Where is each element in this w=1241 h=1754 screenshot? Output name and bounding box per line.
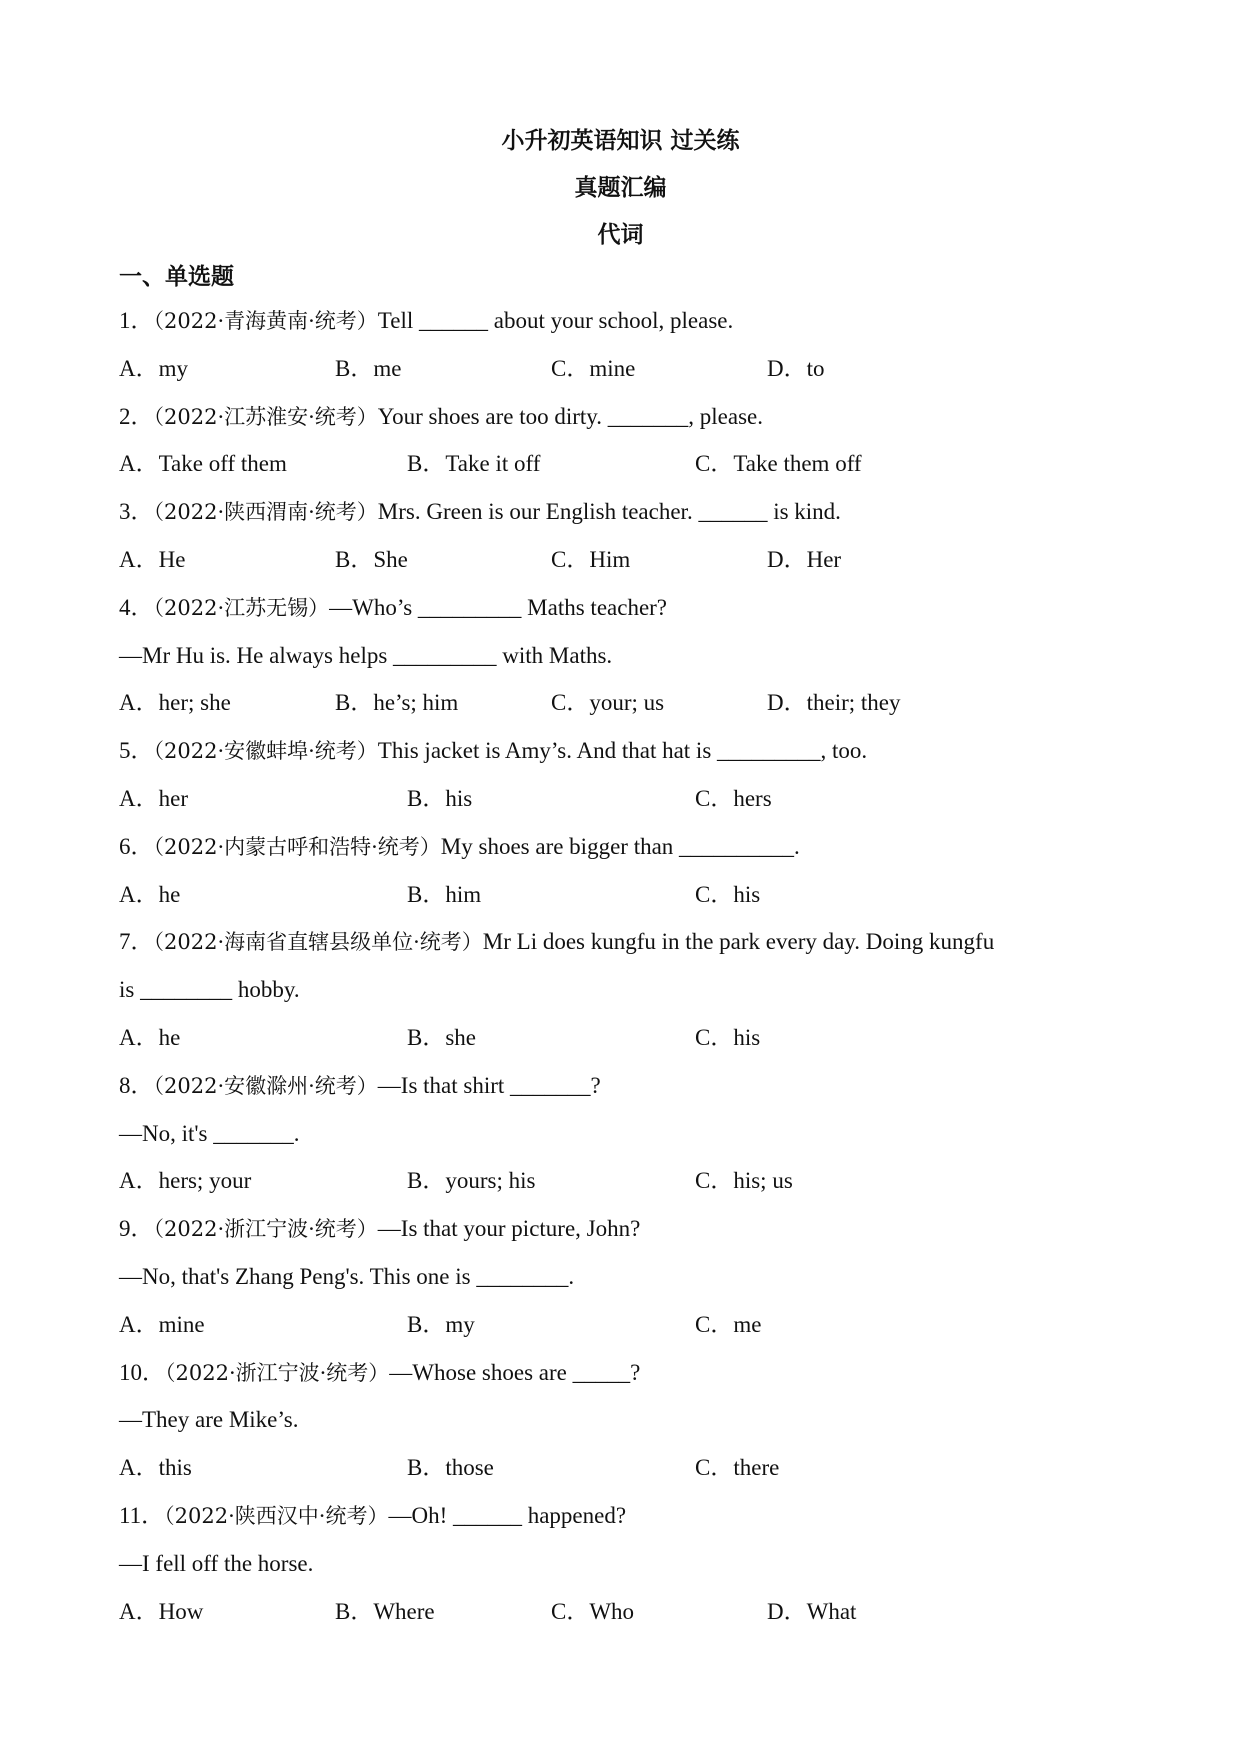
option-row bbox=[119, 1301, 1129, 1349]
option-c[interactable]: C．Take them off bbox=[695, 451, 862, 477]
section-heading: 一、单选题 bbox=[119, 264, 234, 290]
option-c[interactable]: C．hers bbox=[695, 785, 772, 811]
option-a[interactable]: A．my bbox=[119, 355, 188, 381]
option-c[interactable]: C．Him bbox=[551, 546, 631, 572]
option-row bbox=[119, 1444, 1129, 1492]
question-source: （2022·江苏无锡） bbox=[153, 595, 330, 620]
option-b[interactable]: B．he’s; him bbox=[335, 690, 459, 716]
option-c[interactable]: C．Who bbox=[551, 1598, 635, 1624]
question-stem bbox=[119, 1062, 1129, 1110]
question-text: —Is that shirt _______? bbox=[377, 1072, 601, 1098]
option-c[interactable]: C．there bbox=[695, 1455, 780, 1481]
question-text: Mrs. Green is our English teacher. ______ is kind. bbox=[377, 499, 841, 525]
question-text: My shoes are bigger than __________. bbox=[440, 833, 800, 859]
question-stem bbox=[119, 1492, 1129, 1540]
question-stem-continued: —They are Mike’s. bbox=[119, 1407, 299, 1433]
option-c[interactable]: C．your; us bbox=[551, 690, 665, 716]
question-text: —Who’s _________ Maths teacher? bbox=[329, 594, 668, 620]
option-c[interactable]: C．me bbox=[695, 1311, 762, 1337]
question-stem bbox=[119, 727, 1129, 775]
option-b[interactable]: B．she bbox=[407, 1024, 476, 1050]
option-a[interactable]: A．hers; your bbox=[119, 1168, 252, 1194]
option-row bbox=[119, 1588, 1129, 1636]
option-c[interactable]: C．his bbox=[695, 881, 761, 907]
question-text: —Oh! ______ happened? bbox=[388, 1502, 627, 1528]
option-row bbox=[119, 679, 1129, 727]
question-stem-continued: —No, it's _______. bbox=[119, 1120, 300, 1146]
option-d[interactable]: D．their; they bbox=[767, 690, 901, 716]
question-stem bbox=[119, 393, 1129, 441]
question-number: 3． bbox=[119, 499, 154, 525]
question-stem-continued: —No, that's Zhang Peng's. This one is ________. bbox=[119, 1263, 575, 1289]
option-a[interactable]: A．he bbox=[119, 881, 181, 907]
question-stem bbox=[119, 1205, 1129, 1253]
question-number: 2． bbox=[119, 403, 154, 429]
option-b[interactable]: B．She bbox=[335, 546, 408, 572]
question-source: （2022·安徽蚌埠·统考） bbox=[153, 739, 378, 764]
question-number: 9． bbox=[119, 1216, 154, 1242]
option-a[interactable]: A．He bbox=[119, 546, 186, 572]
question-stem bbox=[119, 918, 1129, 966]
question-source: （2022·安徽滁州·统考） bbox=[153, 1073, 378, 1098]
option-row bbox=[119, 871, 1129, 919]
question-source: （2022·青海黄南·统考） bbox=[153, 309, 378, 333]
option-a[interactable]: A．her bbox=[119, 785, 188, 811]
page-title: 小升初英语知识 过关练 bbox=[501, 128, 740, 154]
question-number: 7． bbox=[119, 929, 154, 955]
option-b[interactable]: B．my bbox=[407, 1311, 475, 1337]
question-stem bbox=[119, 584, 1129, 632]
option-c[interactable]: C．his; us bbox=[695, 1168, 793, 1194]
question-text: —Is that your picture, John? bbox=[377, 1216, 641, 1242]
question-text: This jacket is Amy’s. And that hat is _________, too. bbox=[377, 738, 868, 764]
question-number: 4． bbox=[119, 594, 154, 620]
question-source: （2022·陕西渭南·统考） bbox=[153, 500, 378, 525]
question-source: （2022·陕西汉中·统考） bbox=[164, 1503, 389, 1528]
option-b[interactable]: B．those bbox=[407, 1455, 494, 1481]
question-source: （2022·海南省直辖县级单位·统考） bbox=[153, 930, 483, 955]
question-stem-continued: —I fell off the horse. bbox=[119, 1550, 314, 1576]
question-source: （2022·江苏淮安·统考） bbox=[153, 404, 378, 429]
option-row bbox=[119, 1157, 1129, 1205]
option-a[interactable]: A．Take off them bbox=[119, 451, 287, 477]
option-d[interactable]: D．Her bbox=[767, 546, 842, 572]
question-stem bbox=[119, 488, 1129, 536]
option-row bbox=[119, 536, 1129, 584]
option-row bbox=[119, 775, 1129, 823]
option-b[interactable]: B．Where bbox=[335, 1598, 435, 1624]
topic-title: 代词 bbox=[597, 222, 644, 248]
question-number: 1． bbox=[119, 308, 154, 333]
question-source: （2022·内蒙古呼和浩特·统考） bbox=[153, 834, 441, 859]
question-text: —Whose shoes are _____? bbox=[389, 1359, 641, 1385]
option-a[interactable]: A．mine bbox=[119, 1311, 205, 1337]
question-number: 6． bbox=[119, 833, 154, 859]
option-a[interactable]: A．he bbox=[119, 1024, 181, 1050]
option-d[interactable]: D．What bbox=[767, 1598, 857, 1624]
page-subtitle: 真题汇编 bbox=[574, 175, 667, 201]
option-a[interactable]: A．this bbox=[119, 1455, 192, 1481]
question-text: Tell ______ about your school, please. bbox=[377, 308, 734, 333]
question-stem bbox=[119, 1349, 1129, 1397]
option-row bbox=[119, 1014, 1129, 1062]
question-source: （2022·浙江宁波·统考） bbox=[153, 1217, 378, 1242]
question-number: 8． bbox=[119, 1072, 154, 1098]
option-b[interactable]: B．him bbox=[407, 881, 482, 907]
question-stem bbox=[119, 823, 1129, 871]
option-c[interactable]: C．mine bbox=[551, 355, 636, 381]
option-b[interactable]: B．Take it off bbox=[407, 451, 541, 477]
question-number: 11． bbox=[119, 1502, 165, 1528]
question-stem-continued: —Mr Hu is. He always helps _________ with Maths. bbox=[119, 642, 613, 668]
option-row bbox=[119, 345, 1129, 393]
question-stem bbox=[119, 297, 1129, 345]
option-row bbox=[119, 440, 1129, 488]
question-number: 10． bbox=[119, 1359, 165, 1385]
question-text: Your shoes are too dirty. _______, please. bbox=[377, 403, 764, 429]
title-block bbox=[0, 118, 1241, 259]
option-c[interactable]: C．his bbox=[695, 1024, 761, 1050]
option-a[interactable]: A．How bbox=[119, 1598, 204, 1624]
question-text: Mr Li does kungfu in the park every day. Doing kungfu bbox=[482, 929, 995, 955]
question-source: （2022·浙江宁波·统考） bbox=[165, 1360, 390, 1385]
option-b[interactable]: B．me bbox=[335, 355, 402, 381]
question-stem-continued: is ________ hobby. bbox=[119, 977, 300, 1003]
option-b[interactable]: B．yours; his bbox=[407, 1168, 536, 1194]
question-list bbox=[119, 257, 1129, 1635]
option-a[interactable]: A．her; she bbox=[119, 690, 231, 716]
option-b[interactable]: B．his bbox=[407, 785, 473, 811]
option-d[interactable]: D．to bbox=[767, 355, 825, 381]
question-number: 5． bbox=[119, 738, 154, 764]
